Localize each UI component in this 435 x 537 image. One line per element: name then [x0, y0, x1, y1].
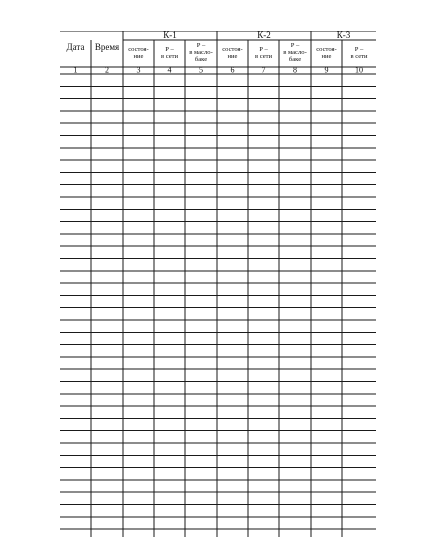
header-subcolumn-label: Р – [354, 46, 364, 53]
header-subcolumn-label: Р – [196, 42, 206, 49]
header-date: Дата [66, 42, 85, 52]
header-group-title: К-2 [257, 31, 271, 40]
header-subcolumn-label: в сети [350, 53, 368, 60]
column-number: 5 [199, 65, 203, 75]
header-subcolumn-label: в масло- [189, 49, 213, 56]
header-subcolumn-label: баке [194, 56, 208, 63]
header-subcolumn-label: состоя- [316, 46, 337, 53]
column-number: 1 [73, 65, 78, 75]
header-subcolumn-label: в сети [254, 53, 273, 60]
header-subcolumn-label: Р – [165, 46, 174, 53]
column-number: 2 [105, 65, 109, 75]
column-number: 6 [230, 65, 235, 75]
header-subcolumn-label: баке [288, 56, 302, 63]
table-grid [60, 31, 376, 537]
column-number: 10 [355, 65, 363, 75]
column-number: 4 [167, 65, 172, 75]
header-subcolumn-label: Р – [290, 42, 300, 49]
header-subcolumn-label: ние [227, 53, 238, 60]
header-subcolumn-label: Р – [259, 46, 268, 53]
header-subcolumn-label: в масло- [283, 49, 307, 56]
header-group-title: К-1 [163, 31, 177, 40]
column-number: 9 [324, 65, 329, 75]
header-subcolumn-label: в сети [160, 53, 179, 60]
column-number: 7 [261, 65, 266, 75]
header-subcolumn-label: ние [133, 53, 144, 60]
equipment-log-table [60, 31, 376, 537]
header-subcolumn-label: ние [321, 53, 332, 60]
header-subcolumn-label: состоя- [128, 46, 149, 53]
column-number: 3 [136, 65, 141, 75]
header-group-title: К-3 [336, 31, 351, 40]
column-number: 8 [293, 65, 297, 75]
header-time: Время [94, 42, 120, 52]
header-subcolumn-label: состоя- [222, 46, 243, 53]
